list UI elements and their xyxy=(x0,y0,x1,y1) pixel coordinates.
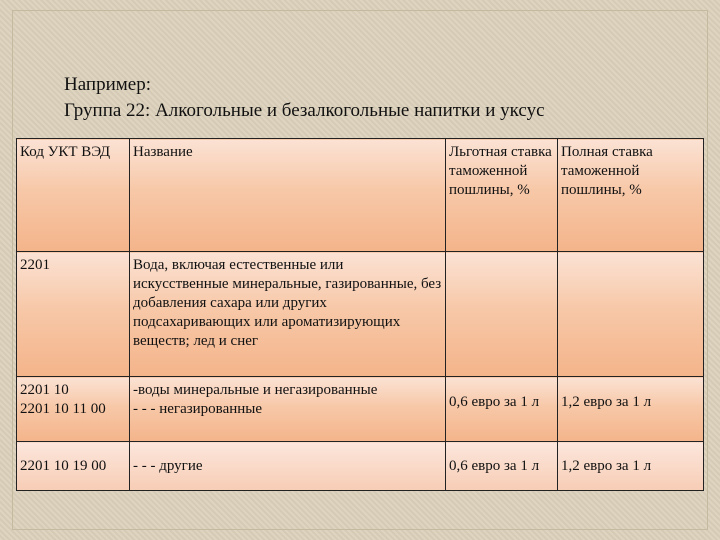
rate-value: 1,2 евро за 1 л xyxy=(561,394,652,410)
cell-full-rate xyxy=(558,252,704,377)
table-header-row xyxy=(17,139,704,252)
header-name: Название xyxy=(130,139,446,252)
tariff-table-grid xyxy=(16,138,704,491)
heading-line-example: Например: xyxy=(64,74,151,95)
slide-heading xyxy=(64,72,545,124)
cell-full-rate: 1,2 евро за 1 л xyxy=(558,442,704,491)
header-preferential-rate: Льготная ставка таможенной пошлины, % xyxy=(446,139,558,252)
table-row xyxy=(17,252,704,377)
cell-code-sub: 2201 10 11 00 xyxy=(20,401,106,417)
heading-line-group: Группа 22: Алкогольные и безалкогольные напитки и уксус xyxy=(64,100,545,121)
cell-name-sub: - - - негазированные xyxy=(133,401,263,417)
cell-code: 2201 xyxy=(17,252,130,377)
cell-code-sub: 2201 10 xyxy=(20,382,69,398)
cell-preferential-rate xyxy=(446,252,558,377)
cell-preferential-rate: 0,6 евро за 1 л xyxy=(446,442,558,491)
cell-name: Вода, включая естественные или искусственные минеральные, газированные, без добавления сахара или других подсахаривающих или ароматизирующих веществ; лед и снег xyxy=(130,252,446,377)
header-full-rate: Полная ставка таможенной пошлины, % xyxy=(558,139,704,252)
table-row xyxy=(17,377,704,442)
cell-name-sub: -воды минеральные и негазированные xyxy=(133,382,378,398)
rate-value: 0,6 евро за 1 л xyxy=(449,394,540,410)
table-row xyxy=(17,442,704,491)
header-code: Код УКТ ВЭД xyxy=(17,139,130,252)
cell-full-rate xyxy=(558,377,704,442)
cell-code xyxy=(17,377,130,442)
cell-code: 2201 10 19 00 xyxy=(17,442,130,491)
cell-name xyxy=(130,377,446,442)
tariff-table xyxy=(16,138,704,472)
cell-preferential-rate xyxy=(446,377,558,442)
cell-name: - - - другие xyxy=(130,442,446,491)
